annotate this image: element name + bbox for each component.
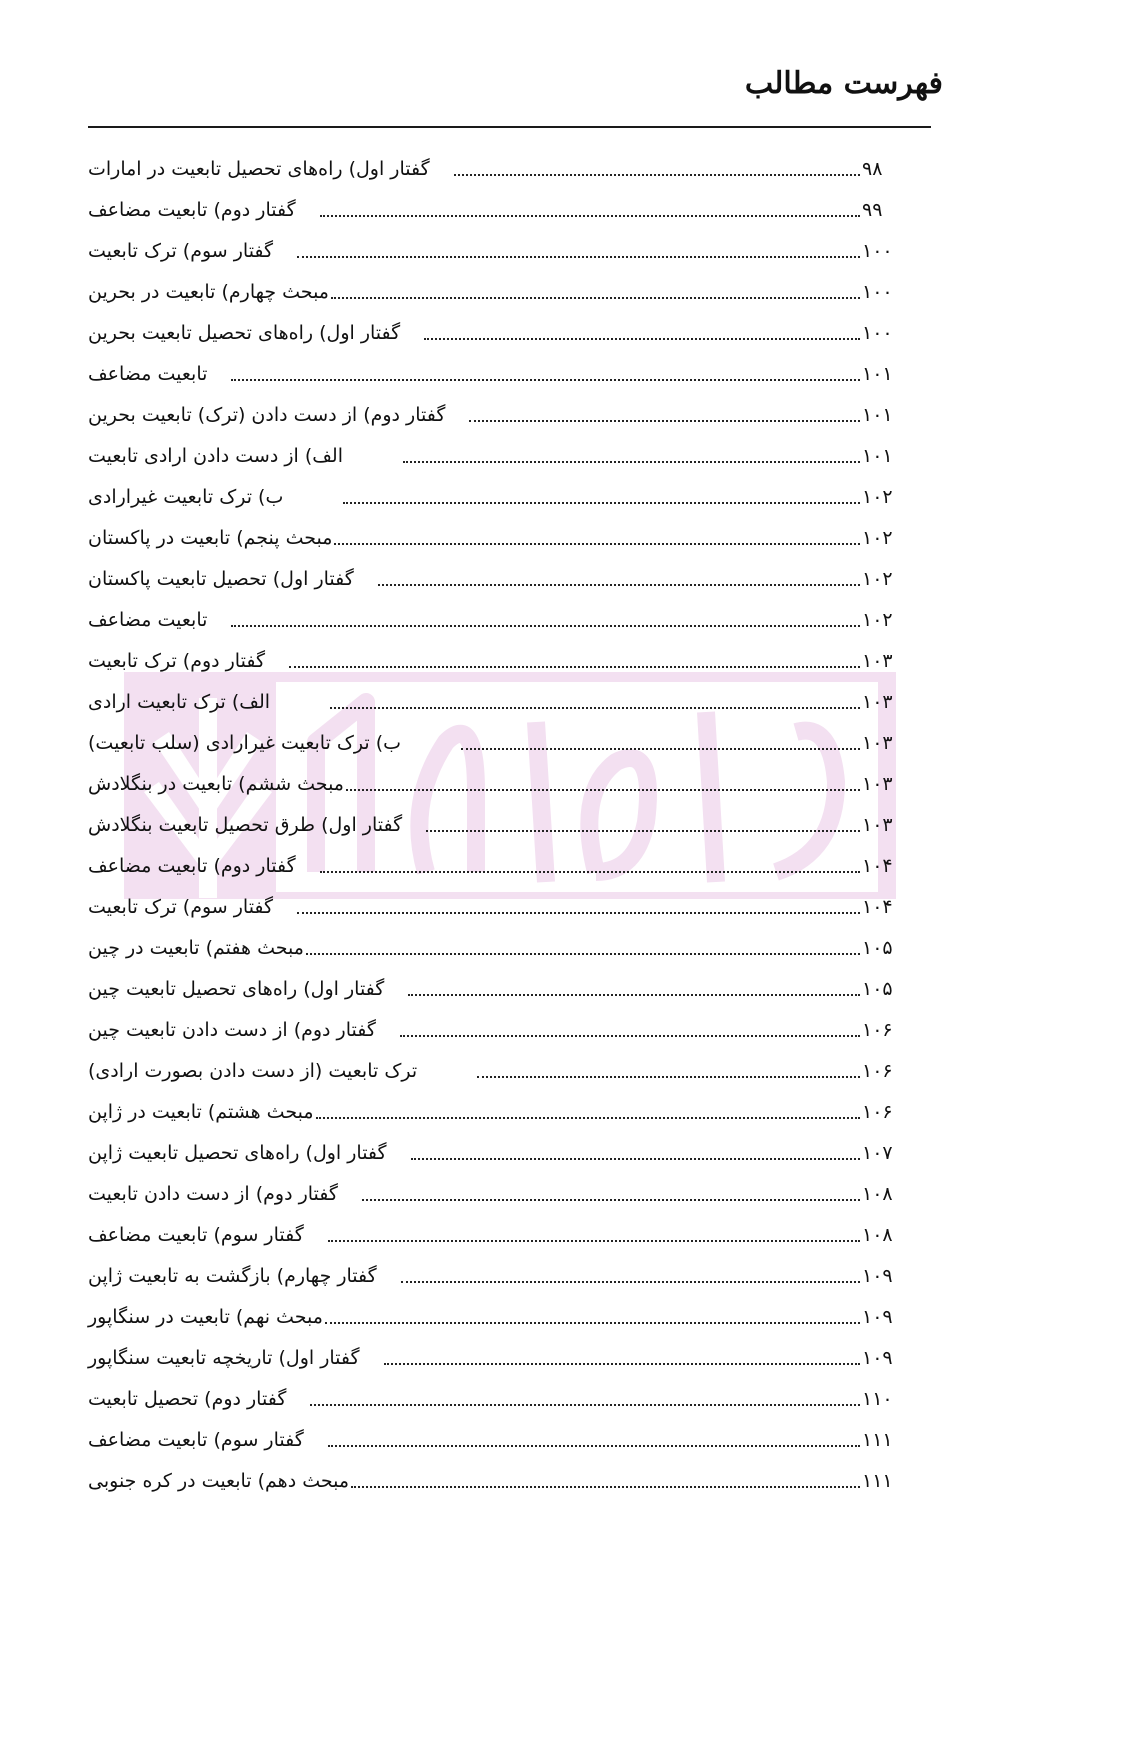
page-title: فهرست مطالب xyxy=(744,66,943,101)
toc-entry-page-number: ۱۰۶ xyxy=(862,1060,893,1082)
toc-entry-title: گفتار اول) طرق تحصیل تابعیت بنگلادش xyxy=(88,814,403,836)
toc-entry-title: گفتار اول) راه‌های تحصیل تابعیت در امارات xyxy=(88,158,430,180)
toc-entry-page-number: ۱۱۱ xyxy=(862,1429,893,1451)
toc-entry[interactable] xyxy=(88,1044,908,1085)
toc-entry-page-number: ۱۰۳ xyxy=(862,732,893,754)
toc-entry[interactable] xyxy=(88,634,908,675)
toc-entry[interactable] xyxy=(88,265,908,306)
toc-entry-page-number: ۱۰۷ xyxy=(862,1142,893,1164)
dot-leader xyxy=(454,173,860,176)
toc-entry-title: گفتار دوم) تابعیت مضاعف xyxy=(88,855,296,877)
dot-leader xyxy=(411,1157,860,1160)
toc-entry-title: گفتار سوم) تابعیت مضاعف xyxy=(88,1224,304,1246)
toc-entry-page-number: ۱۰۳ xyxy=(862,814,893,836)
dot-leader xyxy=(331,296,860,299)
toc-entry-title: گفتار اول) تاریخچه تابعیت سنگاپور xyxy=(88,1347,360,1369)
toc-entry[interactable] xyxy=(88,470,908,511)
toc-entry-page-number: ۱۰۹ xyxy=(862,1265,893,1287)
toc-entry-page-number: ۱۰۰ xyxy=(862,240,893,262)
dot-leader xyxy=(351,1485,860,1488)
toc-entry-title: گفتار سوم) ترک تابعیت xyxy=(88,240,274,262)
dot-leader xyxy=(469,419,860,422)
toc-entry[interactable] xyxy=(88,1249,908,1290)
toc-entry-title: تابعیت مضاعف xyxy=(88,609,208,631)
dot-leader xyxy=(231,624,860,627)
toc-entry-title: گفتار سوم) ترک تابعیت xyxy=(88,896,274,918)
toc-entry-title: گفتار دوم) از دست دادن تابعیت xyxy=(88,1183,338,1205)
toc-entry-page-number: ۱۰۸ xyxy=(862,1224,893,1246)
toc-entry-page-number: ۱۰۴ xyxy=(862,896,893,918)
toc-entry-title: گفتار دوم) از دست دادن (ترک) تابعیت بحرین xyxy=(88,404,446,426)
toc-entry[interactable] xyxy=(88,1413,908,1454)
toc-entry-page-number: ۱۱۰ xyxy=(862,1388,893,1410)
toc-entry[interactable] xyxy=(88,1372,908,1413)
dot-leader xyxy=(400,1034,860,1037)
dot-leader xyxy=(334,542,860,545)
dot-leader xyxy=(426,829,860,832)
toc-entry-title: مبحث هشتم) تابعیت در ژاپن xyxy=(88,1101,314,1123)
dot-leader xyxy=(231,378,860,381)
dot-leader xyxy=(328,1239,860,1242)
toc-entry-page-number: ۱۰۲ xyxy=(862,568,893,590)
toc-entry[interactable] xyxy=(88,429,908,470)
dot-leader xyxy=(384,1362,860,1365)
toc-entry[interactable] xyxy=(88,1331,908,1372)
toc-entry[interactable] xyxy=(88,183,908,224)
toc-entry-title: گفتار سوم) تابعیت مضاعف xyxy=(88,1429,304,1451)
toc-entry-page-number: ۱۰۸ xyxy=(862,1183,893,1205)
toc-entry-title: الف) ترک تابعیت ارادی xyxy=(88,691,271,713)
dot-leader xyxy=(328,1444,860,1447)
toc-entry-title: گفتار دوم) از دست دادن تابعیت چین xyxy=(88,1019,376,1041)
toc-entry-page-number: ۱۰۱ xyxy=(862,363,893,385)
dot-leader xyxy=(362,1198,860,1201)
toc-entry[interactable] xyxy=(88,1003,908,1044)
toc-entry[interactable] xyxy=(88,1085,908,1126)
toc-entry[interactable] xyxy=(88,552,908,593)
toc-entry-page-number: ۱۱۱ xyxy=(862,1470,893,1492)
dot-leader xyxy=(297,911,860,914)
table-of-contents xyxy=(88,142,908,1495)
dot-leader xyxy=(346,788,860,791)
toc-entry[interactable] xyxy=(88,1167,908,1208)
toc-entry-page-number: ۱۰۱ xyxy=(862,404,893,426)
header-rule xyxy=(88,126,931,128)
dot-leader xyxy=(289,665,860,668)
toc-entry-page-number: ۱۰۹ xyxy=(862,1347,893,1369)
toc-entry-title: ب) ترک تابعیت غیرارادی (سلب تابعیت) xyxy=(88,732,402,754)
dot-leader xyxy=(403,460,860,463)
toc-entry-title: گفتار دوم) تابعیت مضاعف xyxy=(88,199,296,221)
dot-leader xyxy=(424,337,860,340)
dot-leader xyxy=(310,1403,860,1406)
toc-entry-title: گفتار اول) راه‌های تحصیل تابعیت چین xyxy=(88,978,385,1000)
toc-entry-title: مبحث پنجم) تابعیت در پاکستان xyxy=(88,527,333,549)
toc-entry-page-number: ۹۹ xyxy=(862,199,883,221)
dot-leader xyxy=(343,501,860,504)
dot-leader xyxy=(325,1321,860,1324)
dot-leader xyxy=(378,583,860,586)
toc-entry[interactable] xyxy=(88,347,908,388)
toc-entry-title: گفتار اول) تحصیل تابعیت پاکستان xyxy=(88,568,354,590)
toc-entry-title: تابعیت مضاعف xyxy=(88,363,208,385)
toc-entry[interactable] xyxy=(88,593,908,634)
toc-entry-title: الف) از دست دادن ارادی تابعیت xyxy=(88,445,343,467)
toc-entry-page-number: ۱۰۵ xyxy=(862,978,893,1000)
toc-entry[interactable] xyxy=(88,1208,908,1249)
dot-leader xyxy=(297,255,860,258)
toc-entry-page-number: ۱۰۶ xyxy=(862,1019,893,1041)
toc-entry-title: مبحث دهم) تابعیت در کره جنوبی xyxy=(88,1470,350,1492)
toc-entry[interactable] xyxy=(88,962,908,1003)
dot-leader xyxy=(477,1075,860,1078)
toc-entry-title: مبحث نهم) تابعیت در سنگاپور xyxy=(88,1306,323,1328)
dot-leader xyxy=(401,1280,860,1283)
toc-entry[interactable] xyxy=(88,142,908,183)
toc-entry[interactable] xyxy=(88,675,908,716)
toc-entry[interactable] xyxy=(88,1126,908,1167)
toc-entry-page-number: ۱۰۳ xyxy=(862,650,893,672)
dot-leader xyxy=(408,993,860,996)
toc-entry-page-number: ۱۰۱ xyxy=(862,445,893,467)
toc-entry[interactable] xyxy=(88,388,908,429)
toc-entry-page-number: ۹۸ xyxy=(862,158,883,180)
toc-entry[interactable] xyxy=(88,1290,908,1331)
toc-entry-title: گفتار اول) راه‌های تحصیل تابعیت بحرین xyxy=(88,322,401,344)
toc-entry[interactable] xyxy=(88,921,908,962)
toc-entry-title: ترک تابعیت (از دست دادن بصورت ارادی) xyxy=(88,1060,418,1082)
toc-entry-title: مبحث چهارم) تابعیت در بحرین xyxy=(88,281,329,303)
toc-entry-title: گفتار چهارم) بازگشت به تابعیت ژاپن xyxy=(88,1265,377,1287)
toc-entry-title: مبحث ششم) تابعیت در بنگلادش xyxy=(88,773,344,795)
toc-entry-page-number: ۱۰۰ xyxy=(862,322,893,344)
toc-entry-page-number: ۱۰۰ xyxy=(862,281,893,303)
dot-leader xyxy=(320,870,860,873)
toc-entry[interactable] xyxy=(88,839,908,880)
toc-entry-title: گفتار اول) راه‌های تحصیل تابعیت ژاپن xyxy=(88,1142,387,1164)
toc-entry-page-number: ۱۰۳ xyxy=(862,773,893,795)
toc-entry-page-number: ۱۰۵ xyxy=(862,937,893,959)
toc-entry-page-number: ۱۰۲ xyxy=(862,527,893,549)
toc-entry[interactable] xyxy=(88,716,908,757)
toc-entry[interactable] xyxy=(88,880,908,921)
toc-entry-title: گفتار دوم) ترک تابعیت xyxy=(88,650,265,672)
dot-leader xyxy=(320,214,860,217)
toc-entry-page-number: ۱۰۹ xyxy=(862,1306,893,1328)
dot-leader xyxy=(330,706,860,709)
toc-entry-title: مبحث هفتم) تابعیت در چین xyxy=(88,937,304,959)
toc-entry[interactable] xyxy=(88,511,908,552)
dot-leader xyxy=(461,747,860,750)
toc-entry[interactable] xyxy=(88,306,908,347)
toc-entry-page-number: ۱۰۴ xyxy=(862,855,893,877)
dot-leader xyxy=(306,952,860,955)
toc-entry-title: گفتار دوم) تحصیل تابعیت xyxy=(88,1388,287,1410)
toc-entry[interactable] xyxy=(88,1454,908,1495)
toc-entry[interactable] xyxy=(88,224,908,265)
toc-entry[interactable] xyxy=(88,798,908,839)
toc-entry-title: ب) ترک تابعیت غیرارادی xyxy=(88,486,284,508)
toc-entry-page-number: ۱۰۶ xyxy=(862,1101,893,1123)
toc-entry[interactable] xyxy=(88,757,908,798)
toc-entry-page-number: ۱۰۲ xyxy=(862,486,893,508)
toc-entry-page-number: ۱۰۳ xyxy=(862,691,893,713)
dot-leader xyxy=(316,1116,860,1119)
toc-entry-page-number: ۱۰۲ xyxy=(862,609,893,631)
